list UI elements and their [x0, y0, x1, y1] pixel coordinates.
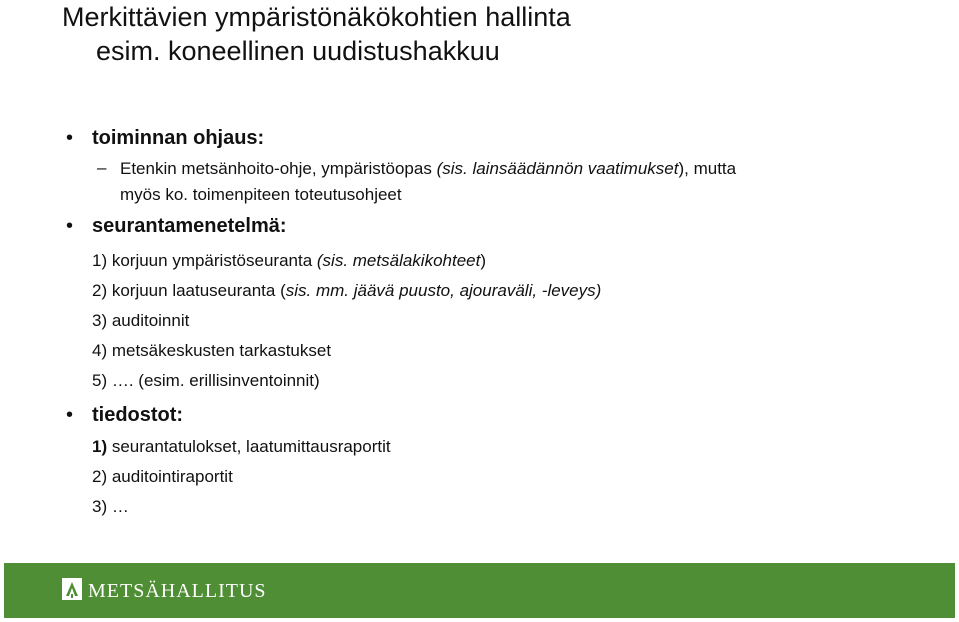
- bullet-dot-icon: •: [66, 404, 74, 426]
- seuranta-item-3: 3) auditoinnit: [92, 311, 190, 330]
- seuranta-item-1: 1) korjuun ympäristöseuranta (sis. metsälakikohteet): [92, 251, 487, 270]
- seuranta-item-5: 5) …. (esim. erillisinventoinnit): [92, 371, 320, 390]
- footer-brand: METSÄHALLITUS: [88, 580, 267, 602]
- heading-tiedostot: • tiedostot:: [66, 404, 184, 426]
- tiedostot-item-1: 1) seurantatulokset, laatumittausraportit: [92, 437, 391, 456]
- title-line-1: Merkittävien ympäristönäkökohtien hallinta: [62, 2, 571, 32]
- tiedostot-item-3: 3) …: [92, 497, 129, 516]
- ohjaus-item-line-2: myös ko. toimenpiteen toteutusohjeet: [120, 185, 402, 204]
- ohjaus-item-line-1: Etenkin metsänhoito-ohje, ympäristöopas (sis. lainsäädännön vaatimukset), mutta: [120, 159, 737, 178]
- bullet-dot-icon: •: [66, 127, 74, 149]
- seuranta-item-2: 2) korjuun laatuseuranta (sis. mm. jäävä puusto, ajouraväli, -leveys): [92, 281, 602, 300]
- dash-marker: –: [97, 158, 107, 177]
- slide-title: [62, 2, 571, 67]
- bullet-dot-icon: •: [66, 215, 74, 237]
- title-line-2: esim. koneellinen uudistushakkuu: [96, 36, 500, 66]
- footer-bar: [4, 563, 955, 618]
- heading-seurantamenetelma: • seurantamenetelmä:: [66, 215, 287, 237]
- tiedostot-item-2: 2) auditointiraportit: [92, 467, 233, 486]
- metsahallitus-logo-icon: [62, 578, 82, 600]
- heading-toiminnan-ohjaus: • toiminnan ohjaus:: [66, 127, 265, 149]
- seuranta-item-4: 4) metsäkeskusten tarkastukset: [92, 341, 332, 360]
